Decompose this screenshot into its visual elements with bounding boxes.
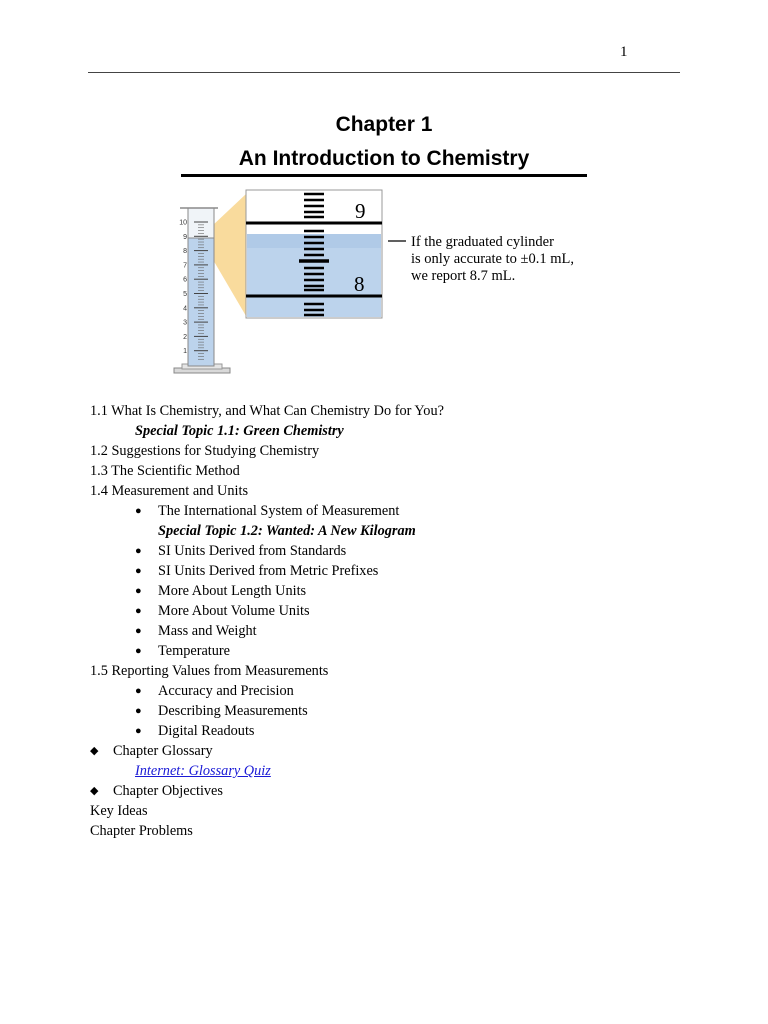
callout-line-3: we report 8.7 mL. [411,268,516,284]
cylinder-scale-label: 8 [183,248,187,256]
toc-bullet-item[interactable]: ● More About Volume Units [135,603,310,619]
toc-bullet-item[interactable]: ● Mass and Weight [135,623,257,639]
bullet-icon: ● [135,545,142,557]
toc-special-topic-1-2[interactable]: Special Topic 1.2: Wanted: A New Kilogram [158,523,416,539]
graduated-cylinder-figure [170,186,595,378]
chapter-heading: Chapter 1 [335,113,433,136]
toc-bullet-item[interactable]: ● More About Length Units [135,583,307,599]
toc-bullet-item[interactable]: ● SI Units Derived from Standards [135,543,347,559]
callout-line-2: is only accurate to ±0.1 mL, [411,251,574,267]
cylinder-scale-label: 1 [183,348,187,356]
callout-text [411,234,578,284]
header-rule [88,72,680,73]
toc-bullet-item[interactable]: ● The International System of Measurement [135,503,400,519]
bullet-icon: ● [135,705,142,717]
toc-chapter-objectives[interactable]: ◆ Chapter Objectives [90,783,223,799]
title-rule [181,174,587,177]
bullet-icon: ● [135,505,142,517]
cylinder-scale-label: 2 [183,333,187,341]
toc-bullet-item[interactable]: ● Temperature [135,643,231,659]
toc-bullet-item[interactable]: ● Digital Readouts [135,723,255,739]
bullet-icon: ● [135,585,142,597]
toc-chapter-glossary[interactable]: ◆ Chapter Glossary [90,743,213,759]
toc-bullet-item[interactable]: ● SI Units Derived from Metric Prefixes [135,563,379,579]
diamond-bullet-icon: ◆ [90,785,99,797]
toc-section-1-1[interactable]: 1.1 What Is Chemistry, and What Can Chemistry Do for You? [90,403,444,419]
cylinder-scale-labels [179,220,187,356]
toc-section-1-4[interactable]: 1.4 Measurement and Units [90,483,249,499]
major-label-8: 8 [354,272,365,296]
toc-special-topic-1-1[interactable]: Special Topic 1.1: Green Chemistry [135,423,344,439]
cylinder-scale-label: 3 [183,319,187,327]
bullet-icon: ● [135,685,142,697]
table-of-contents [90,401,690,841]
bullet-icon: ● [135,725,142,737]
chapter-title [0,108,768,176]
toc-glossary-quiz-link[interactable]: Internet: Glossary Quiz [135,763,271,779]
cylinder-scale-label: 4 [183,305,187,313]
major-label-9: 9 [355,199,366,223]
bullet-icon: ● [135,625,142,637]
cylinder-scale-label: 6 [183,276,187,284]
toc-section-1-5[interactable]: 1.5 Reporting Values from Measurements [90,663,329,679]
bullet-icon: ● [135,645,142,657]
toc-chapter-problems[interactable]: Chapter Problems [90,823,193,839]
bullet-icon: ● [135,565,142,577]
page-number: 1 [620,44,628,60]
diamond-bullet-icon: ◆ [90,745,99,757]
cylinder-scale-label: 9 [183,233,187,241]
zoom-view [246,190,382,318]
cylinder-scale-label: 7 [183,262,187,270]
toc-key-ideas[interactable]: Key Ideas [90,803,148,819]
zoom-wedge [212,194,246,316]
chapter-name: An Introduction to Chemistry [238,147,530,170]
cylinder-scale-label: 5 [183,291,187,298]
toc-section-1-2[interactable]: 1.2 Suggestions for Studying Chemistry [90,443,320,459]
cylinder-scale-label: 10 [179,219,187,227]
toc-bullet-item[interactable]: ● Accuracy and Precision [135,683,294,699]
callout-line-1: If the graduated cylinder [411,234,554,250]
bullet-icon: ● [135,605,142,617]
toc-section-1-3[interactable]: 1.3 The Scientific Method [90,463,240,479]
toc-bullet-item[interactable]: ● Describing Measurements [135,703,308,719]
